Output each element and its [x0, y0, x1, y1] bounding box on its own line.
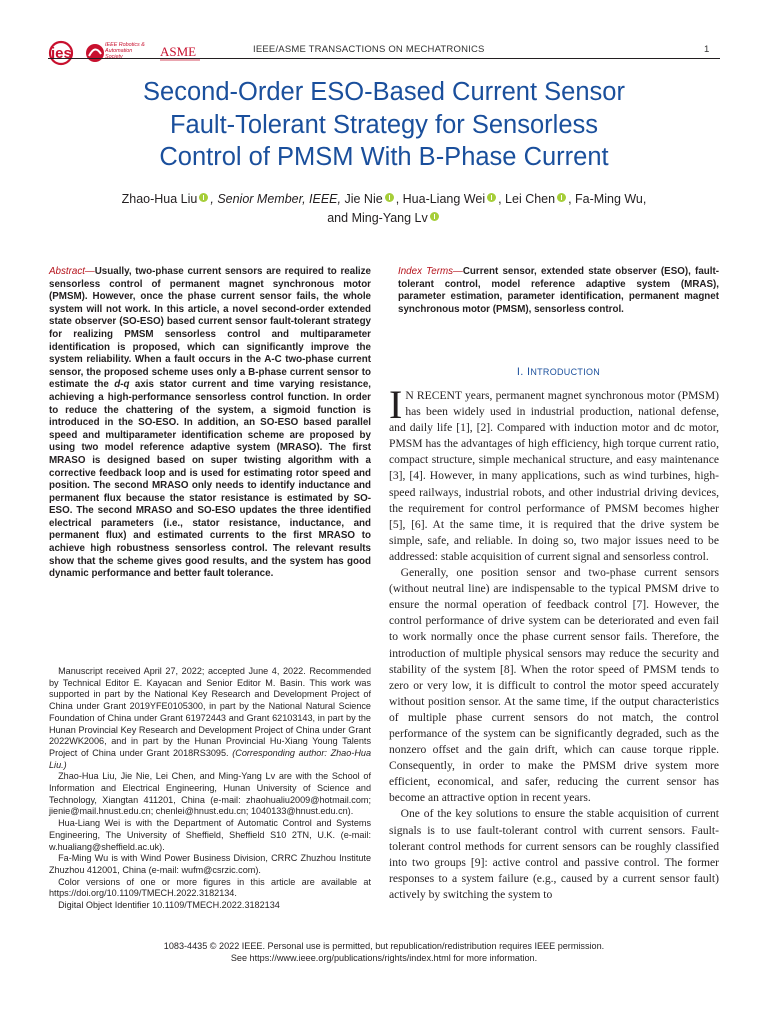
ies-logo-text: ies	[51, 45, 72, 62]
abstract-dq-term: d-q	[114, 379, 130, 391]
orcid-icon[interactable]	[430, 212, 439, 221]
ies-logo	[50, 42, 72, 64]
section-title-initial: I	[526, 366, 531, 378]
body-paragraph	[389, 382, 719, 565]
page-number: 1	[704, 44, 710, 55]
footnote-affiliation: Hua-Liang Wei is with the Department of Automatic Control and Systems Engineering, The University of Sheffield, Sheffield S10 2TN, U.K. (e-mail: w.hualiang@sheffield.ac.uk).	[49, 818, 371, 852]
title-line: Control of PMSM With B-Phase Current	[159, 143, 609, 171]
abstract-text: Usually, two-phase current sensors are required to realize sensorless control of permanent magnet synchronous motor (PMSM). However, once the phase current sensor fails, the whole system will not work. In this article, a novel second-order extended state observer (SO-ESO) based current sensor fault-tolerant strategy for realizing PMSM sensorless control and multiparameter identification is proposed, which can significantly improve the system reliability. When a fault occurs in the A-C two-phase current sensor, the proposed scheme uses only a B-phase current sensor to estimate the	[49, 266, 371, 391]
header-divider	[48, 58, 720, 59]
footnote-affiliation: Fa-Ming Wu is with Wind Power Business Division, CRRC Zhuzhou Institute Zhuzhou 412001, China (e-mail: wufm@csrzic.com).	[49, 853, 371, 875]
drop-cap: I	[389, 382, 403, 427]
author-name: Jie Nie	[344, 192, 383, 206]
title-line: Second-Order ESO-Based Current Sensor	[143, 78, 625, 106]
introduction-body	[389, 382, 719, 903]
index-terms	[398, 266, 719, 316]
ras-logo	[86, 42, 149, 66]
author-conjunction: and	[327, 211, 349, 225]
author-name: Zhao-Hua Liu	[121, 192, 198, 206]
section-numeral: I.	[516, 366, 524, 378]
abstract-label: Abstract—	[49, 266, 95, 277]
body-paragraph: One of the key solutions to ensure the stable acquisition of current signals is to use fault-tolerant control with current sensors. Fault-tolerant control methods for current sensors can be roughly classified into two groups [9]: active control and passive control. The former responses to a system failure (e.g., caused by a current sensor fault) actively by switching the system to	[389, 807, 719, 901]
author-name: Fa-Ming Wu,	[575, 192, 647, 206]
paper-title	[48, 76, 720, 174]
section-heading-introduction	[398, 366, 719, 378]
asme-logo-text: ASME	[160, 44, 197, 59]
journal-name: IEEE/ASME TRANSACTIONS ON MECHATRONICS	[253, 44, 485, 55]
copyright-line: 1083-4435 © 2022 IEEE. Personal use is permitted, but republication/redistribution requires IEEE permission.	[163, 941, 605, 951]
author-name: Lei Chen	[505, 192, 556, 206]
orcid-icon[interactable]	[487, 193, 496, 202]
section-title-rest: NTRODUCTION	[530, 367, 601, 377]
author-name: Ming-Yang Lv	[351, 211, 428, 225]
footnote-doi: Digital Object Identifier 10.1109/TMECH.2022.3182134	[58, 900, 280, 911]
footnote-manuscript	[49, 666, 371, 771]
orcid-icon[interactable]	[199, 193, 208, 202]
abstract-text: axis stator current and time varying resistance, achieving a high-performance sensorless control function. In order to reduce the chattering of the system, a sigmoid function is introduced in the SO-ESO. In addition, an SO-ESO based parallel speed and multiparameter identification scheme are proposed by using two model reference adaptive system (MRASO). The first MRASO is designed based on super twisting algorithm with a corrective feedback loop and is used for estimating rotor speed and position. The second MRASO only needs to identify inductance and permanent flux because the stator resistance is estimated by SO-ESO. The second MRASO and SO-ESO updates the three identified electrical parameters (i.e., stator resistance, inductance, and permanent flux) and estimated currents to the first MRASO to achieve high robustness sensorless control. The relevant results show that the scheme gives good results, and the system has good dynamic performance and better fault tolerance.	[49, 379, 371, 580]
title-line: Fault-Tolerant Strategy for Sensorless	[169, 110, 599, 139]
footnote-affiliation: Zhao-Hua Liu, Jie Nie, Lei Chen, and Ming-Yang Lv are with the School of Information and Electrical Engineering, Hunan University of Science and Technology, Xiangtan 411201, China (e-mail: zhaohualiu2009@hotmail.com; jienie@mail.hnust.edu.cn; chenlei@hnust.edu.cn; 1040133@hnust.edu.cn).	[49, 771, 371, 817]
ras-logo-text: IEEE Robotics & Automation Society	[105, 42, 145, 60]
footnote-color-versions: Color versions of one or more figures in this article are available at https://doi.org/10.1109/TMECH.2022.3182134.	[49, 876, 371, 899]
footnotes	[49, 666, 371, 912]
author-list: Zhao-Hua Liu , Senior Member, IEEE, Jie Nie , Hua-Liang Wei , Lei Chen , Fa-Ming Wu, and Ming-Yang Lv	[121, 192, 647, 225]
index-terms-text: Current sensor, extended state observer (ESO), fault-tolerant control, model reference adaptive system (MRAS), parameter estimation, parameter identification, permanent magnet synchronous motor (PMSM), sensorless control.	[398, 266, 719, 315]
orcid-icon[interactable]	[385, 193, 394, 202]
logos-svg	[48, 40, 208, 68]
orcid-icon[interactable]	[557, 193, 566, 202]
paragraph-text: years, permanent magnet synchronous motor (PMSM) has been widely used in industrial production, national defense, and daily life [1], [2]. Compared with induction motor and dc motor, PMSM has the advantages of high efficiency, high torque current ratio, compact structure, simple mechanical structure, and easy maintenance [3], [4]. However, in many applications, such as wind turbines, high-speed railways, industrial robots, and other industrial driving devices, the requirement for control performance of PMSM becomes higher [5], [6]. At the same time, it is required that the drive system be simple, safe, and reliable. In doing so, two major issues need to be addressed: stable acquisition of current signal and sensorless control.	[389, 389, 719, 563]
index-terms-label: Index Terms—	[398, 266, 463, 277]
copyright-notice	[48, 940, 720, 964]
abstract	[49, 266, 371, 581]
corresponding-author: (Corresponding author: Zhao-Hua Liu.)	[49, 747, 372, 770]
footnote-text: Manuscript received April 27, 2022; accepted June 4, 2022. Recommended by Technical Editor E. Kayacan and Senior Editor M. Basin. This work was supported in part by the National Key Research and Development Project of China under Grant 2019YFE0105300, in part by the National Natural Science Foundation of China under Grant 61972443 and Grant 62103143, in part by the Hunan Provincial Key Research and Development Project of China under Grant 2022WK2006, and in part by the Hunan Provincial Hu-Xiang Young Talents Project of China under Grant 2018RS3095.	[49, 666, 371, 758]
author-name: Hua-Liang Wei	[402, 192, 486, 206]
author-grade: , Senior Member, IEEE,	[210, 192, 341, 206]
publisher-logos	[48, 40, 208, 68]
copyright-link-line[interactable]: See https://www.ieee.org/publications/rights/index.html for more information.	[230, 953, 538, 963]
lead-in: N RECENT	[405, 389, 462, 402]
body-paragraph: Generally, one position sensor and two-phase current sensors (without neutral line) are indispensable to the typical PMSM drive to ensure the normal operation of feedback control [7]. However, the control performance of drive system can be deteriorated and even fail to work normally once the phase current sensor fails. Therefore, the introduction of multiple physical sensors may reduce the security and stability of the system [8]. When the rotor speed of PMSM tends to zero or very low, it is difficult to control the motor speed accurately without position sensor. At the same time, if the output characteristics of multiple phase current sensors do not match, the control performance of the system can be significantly degraded, such as the nonzero offset and the gain drift, which can cause torque ripple. Consequently, in order to make the PMSM drive system more efficient, economical, and safer, reducing the current sensor has become an attractive option in recent years.	[389, 566, 719, 805]
